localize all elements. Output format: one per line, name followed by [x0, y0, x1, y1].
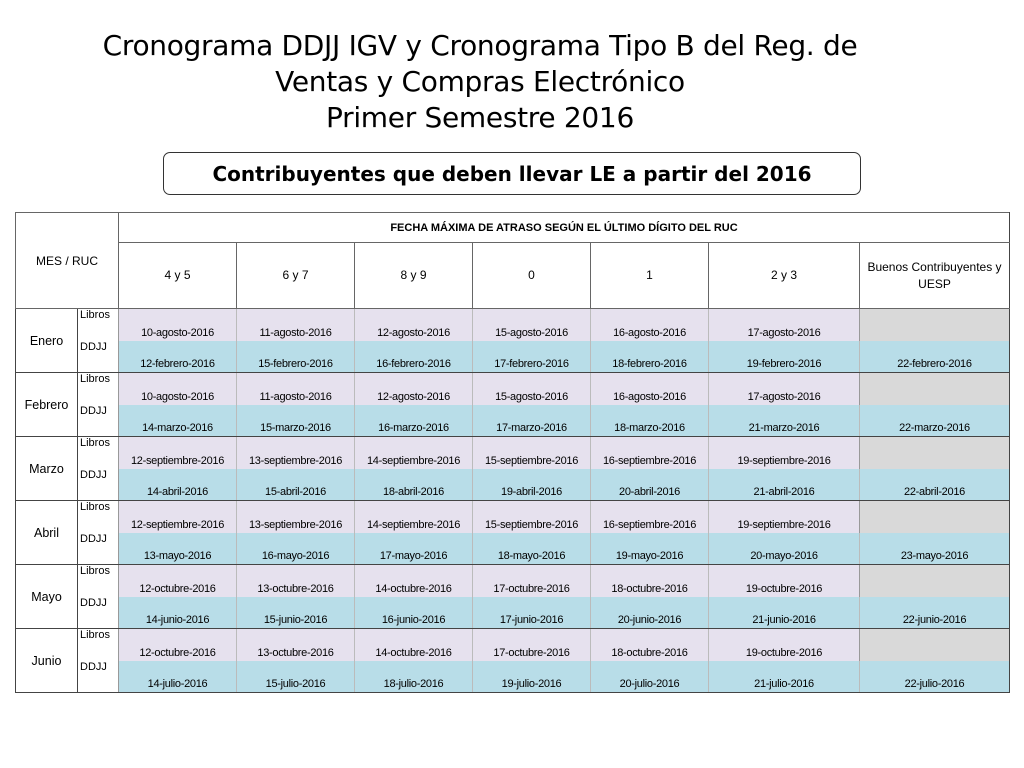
- date-cell: 18-octubre-2016: [591, 565, 709, 597]
- date-cell: 14-marzo-2016: [119, 405, 237, 437]
- table-row-ddjj: [16, 469, 1010, 501]
- date-cell: 18-mayo-2016: [473, 533, 591, 565]
- libros-row-label: Libros: [78, 373, 119, 405]
- table-row-ddjj: [16, 533, 1010, 565]
- date-cell: 11-agosto-2016: [237, 309, 355, 341]
- date-cell: 16-marzo-2016: [355, 405, 473, 437]
- table-row-ddjj: [16, 405, 1010, 437]
- schedule-table: [15, 212, 1010, 693]
- date-cell: 19-mayo-2016: [591, 533, 709, 565]
- libros-row-label: Libros: [78, 437, 119, 469]
- date-cell: 21-abril-2016: [709, 469, 860, 501]
- month-label: Marzo: [16, 437, 78, 501]
- date-cell: 19-julio-2016: [473, 661, 591, 693]
- date-cell: 22-marzo-2016: [860, 405, 1010, 437]
- date-cell: 21-julio-2016: [709, 661, 860, 693]
- date-cell: 14-abril-2016: [119, 469, 237, 501]
- column-header: 8 y 9: [355, 243, 473, 309]
- month-label: Febrero: [16, 373, 78, 437]
- ddjj-row-label: DDJJ: [78, 405, 119, 437]
- date-cell: 12-septiembre-2016: [119, 501, 237, 533]
- date-cell: 12-febrero-2016: [119, 341, 237, 373]
- date-cell: 18-febrero-2016: [591, 341, 709, 373]
- ddjj-row-label: DDJJ: [78, 533, 119, 565]
- subtitle-text: Contribuyentes que deben llevar LE a partir del 2016: [212, 161, 812, 186]
- column-header: 6 y 7: [237, 243, 355, 309]
- date-cell: 10-agosto-2016: [119, 309, 237, 341]
- fecha-maxima-header: FECHA MÁXIMA DE ATRASO SEGÚN EL ÚLTIMO DÍGITO DEL RUC: [119, 213, 1010, 243]
- date-cell: 22-junio-2016: [860, 597, 1010, 629]
- date-cell: 12-agosto-2016: [355, 309, 473, 341]
- date-cell: 10-agosto-2016: [119, 373, 237, 405]
- date-cell: 16-agosto-2016: [591, 309, 709, 341]
- page-title-line-1: Cronograma DDJJ IGV y Cronograma Tipo B del Reg. de: [102, 29, 858, 62]
- column-header: 1: [591, 243, 709, 309]
- libros-row-label: Libros: [78, 501, 119, 533]
- date-cell: 15-agosto-2016: [473, 309, 591, 341]
- mes-ruc-header: MES / RUC: [16, 213, 119, 309]
- date-cell: 22-abril-2016: [860, 469, 1010, 501]
- month-label: Enero: [16, 309, 78, 373]
- date-cell: 20-abril-2016: [591, 469, 709, 501]
- column-header: 2 y 3: [709, 243, 860, 309]
- subtitle-box: [163, 152, 861, 195]
- date-cell: 17-octubre-2016: [473, 629, 591, 661]
- date-cell: 13-mayo-2016: [119, 533, 237, 565]
- date-cell: 19-febrero-2016: [709, 341, 860, 373]
- date-cell: 23-mayo-2016: [860, 533, 1010, 565]
- date-cell: 19-octubre-2016: [709, 565, 860, 597]
- date-cell: 20-junio-2016: [591, 597, 709, 629]
- date-cell: 16-septiembre-2016: [591, 437, 709, 469]
- date-cell: 19-septiembre-2016: [709, 437, 860, 469]
- table-row-ddjj: [16, 341, 1010, 373]
- date-cell: 18-octubre-2016: [591, 629, 709, 661]
- date-cell: 14-octubre-2016: [355, 565, 473, 597]
- libros-row-label: Libros: [78, 309, 119, 341]
- table-row-ddjj: [16, 597, 1010, 629]
- table-row-libros: [16, 373, 1010, 405]
- date-cell: 20-mayo-2016: [709, 533, 860, 565]
- date-cell: 18-abril-2016: [355, 469, 473, 501]
- date-cell: 17-junio-2016: [473, 597, 591, 629]
- date-cell: 17-agosto-2016: [709, 373, 860, 405]
- date-cell: 14-julio-2016: [119, 661, 237, 693]
- month-label: Abril: [16, 501, 78, 565]
- date-cell: 16-febrero-2016: [355, 341, 473, 373]
- page-title-line-3: Primer Semestre 2016: [326, 101, 634, 134]
- date-cell: 15-julio-2016: [237, 661, 355, 693]
- date-cell: 22-febrero-2016: [860, 341, 1010, 373]
- table-row-libros: [16, 629, 1010, 661]
- date-cell: 20-julio-2016: [591, 661, 709, 693]
- column-header: 4 y 5: [119, 243, 237, 309]
- date-cell: 13-octubre-2016: [237, 629, 355, 661]
- date-cell: 19-octubre-2016: [709, 629, 860, 661]
- ddjj-row-label: DDJJ: [78, 341, 119, 373]
- date-cell: 16-septiembre-2016: [591, 501, 709, 533]
- date-cell: [860, 501, 1010, 533]
- date-cell: [860, 437, 1010, 469]
- table-row-libros: [16, 309, 1010, 341]
- date-cell: 21-junio-2016: [709, 597, 860, 629]
- libros-row-label: Libros: [78, 629, 119, 661]
- date-cell: 15-febrero-2016: [237, 341, 355, 373]
- date-cell: 16-agosto-2016: [591, 373, 709, 405]
- date-cell: 14-junio-2016: [119, 597, 237, 629]
- date-cell: 18-julio-2016: [355, 661, 473, 693]
- date-cell: 13-septiembre-2016: [237, 501, 355, 533]
- month-label: Junio: [16, 629, 78, 693]
- page-title-line-2: Ventas y Compras Electrónico: [275, 65, 685, 98]
- date-cell: 17-febrero-2016: [473, 341, 591, 373]
- date-cell: 13-septiembre-2016: [237, 437, 355, 469]
- date-cell: 12-octubre-2016: [119, 565, 237, 597]
- date-cell: [860, 309, 1010, 341]
- date-cell: 11-agosto-2016: [237, 373, 355, 405]
- date-cell: 15-marzo-2016: [237, 405, 355, 437]
- ddjj-row-label: DDJJ: [78, 597, 119, 629]
- date-cell: 19-septiembre-2016: [709, 501, 860, 533]
- date-cell: 17-mayo-2016: [355, 533, 473, 565]
- ddjj-row-label: DDJJ: [78, 469, 119, 501]
- date-cell: 15-junio-2016: [237, 597, 355, 629]
- date-cell: 12-septiembre-2016: [119, 437, 237, 469]
- date-cell: 16-junio-2016: [355, 597, 473, 629]
- column-header: Buenos Contribuyentes y UESP: [860, 243, 1010, 309]
- date-cell: 17-agosto-2016: [709, 309, 860, 341]
- date-cell: 12-octubre-2016: [119, 629, 237, 661]
- date-cell: 15-septiembre-2016: [473, 437, 591, 469]
- date-cell: 22-julio-2016: [860, 661, 1010, 693]
- date-cell: [860, 629, 1010, 661]
- table-row-libros: [16, 437, 1010, 469]
- date-cell: 15-agosto-2016: [473, 373, 591, 405]
- date-cell: 17-marzo-2016: [473, 405, 591, 437]
- page-title: [40, 28, 920, 136]
- date-cell: 21-marzo-2016: [709, 405, 860, 437]
- date-cell: 17-octubre-2016: [473, 565, 591, 597]
- libros-row-label: Libros: [78, 565, 119, 597]
- date-cell: 19-abril-2016: [473, 469, 591, 501]
- month-label: Mayo: [16, 565, 78, 629]
- date-cell: 14-septiembre-2016: [355, 501, 473, 533]
- table-row-libros: [16, 501, 1010, 533]
- date-cell: 15-septiembre-2016: [473, 501, 591, 533]
- date-cell: 15-abril-2016: [237, 469, 355, 501]
- date-cell: [860, 373, 1010, 405]
- date-cell: 13-octubre-2016: [237, 565, 355, 597]
- ddjj-row-label: DDJJ: [78, 661, 119, 693]
- table-row-libros: [16, 565, 1010, 597]
- date-cell: 14-octubre-2016: [355, 629, 473, 661]
- date-cell: 14-septiembre-2016: [355, 437, 473, 469]
- date-cell: 12-agosto-2016: [355, 373, 473, 405]
- table-row-ddjj: [16, 661, 1010, 693]
- date-cell: 16-mayo-2016: [237, 533, 355, 565]
- column-header: 0: [473, 243, 591, 309]
- date-cell: 18-marzo-2016: [591, 405, 709, 437]
- date-cell: [860, 565, 1010, 597]
